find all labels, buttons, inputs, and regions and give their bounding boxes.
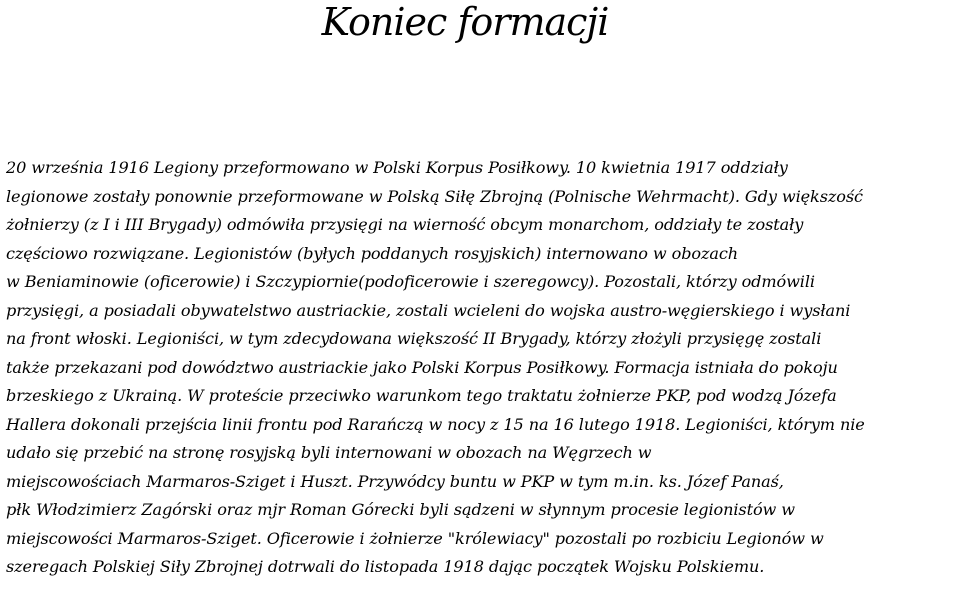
paragraph-line: brzeskiego z Ukrainą. W proteście przeciwko warunkom tego traktatu żołnierze PKP, pod wodzą Józefa xyxy=(6,386,837,405)
paragraph-line: przysięgi, a posiadali obywatelstwo austriackie, zostali wcieleni do wojska austro-węgierskiego i wysłani xyxy=(6,300,851,320)
paragraph-line: 20 września 1916 Legiony przeformowano w Polski Korpus Posiłkowy. 10 kwietnia 1917 oddziały xyxy=(6,158,788,177)
paragraph-line: miejscowościach Marmaros-Sziget i Huszt. Przywódcy buntu w PKP w tym m.in. ks. Józef Panaś, xyxy=(6,471,784,491)
paragraph-line: Hallera dokonali przejścia linii frontu pod Rarańczą w nocy z 15 na 16 lutego 1918. Legioniści, którym nie xyxy=(6,414,865,434)
paragraph-line: płk Włodzimierz Zagórski oraz mjr Roman Górecki byli sądzeni w słynnym procesie legionistów w xyxy=(6,500,795,519)
paragraph-line: szeregach Polskiej Siły Zbrojnej dotrwali do listopada 1918 dając początek Wojsku Polskiemu. xyxy=(6,557,765,576)
paragraph-line: żołnierzy (z I i III Brygady) odmówiła przysięgi na wierność obcym monarchom, oddziały te zostały xyxy=(6,215,804,234)
paragraph-line: w Beniaminowie (oficerowie) i Szczypiornie(podoficerowie i szeregowcy). Pozostali, którzy odmówili xyxy=(6,272,815,291)
paragraph-line: także przekazani pod dowództwo austriackie jako Polski Korpus Posiłkowy. Formacja istniała do pokoju xyxy=(6,357,838,377)
body-paragraph xyxy=(6,154,934,582)
paragraph-line: udało się przebić na stronę rosyjską byli internowani w obozach na Węgrzech w xyxy=(6,443,652,462)
paragraph-line: legionowe zostały ponownie przeformowane w Polską Siłę Zbrojną (Polnische Wehrmacht). Gdy większość xyxy=(6,186,863,206)
paragraph-line: na front włoski. Legioniści, w tym zdecydowana większość II Brygady, którzy złożyli przysięgę zostali xyxy=(6,329,822,348)
page-title: Koniec formacji xyxy=(321,0,609,44)
paragraph-line: miejscowości Marmaros-Sziget. Oficerowie i żołnierze "królewiacy" pozostali po rozbiciu Legionów w xyxy=(6,528,824,548)
paragraph-line: częściowo rozwiązane. Legionistów (byłych poddanych rosyjskich) internowano w obozach xyxy=(6,243,739,263)
